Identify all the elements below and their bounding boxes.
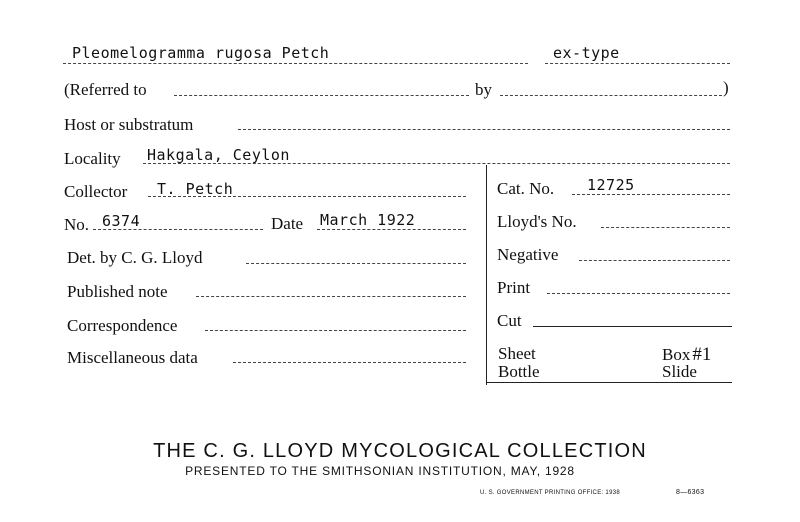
box-bottom-border (486, 382, 732, 383)
species-line (63, 63, 528, 64)
sheet-label: Sheet (498, 344, 536, 363)
collector-value: T. Petch (157, 180, 234, 198)
print-line (547, 293, 730, 294)
miscellaneous-label: Miscellaneous data (67, 348, 198, 367)
miscellaneous-line (233, 362, 466, 363)
negative-label: Negative (497, 245, 559, 264)
collector-label: Collector (64, 182, 128, 201)
host-label: Host or substratum (64, 115, 194, 134)
lloyds-no-label: Lloyd's No. (497, 212, 577, 231)
by-line (500, 95, 722, 96)
close-paren: ) (723, 78, 729, 97)
host-line (238, 129, 730, 130)
cut-line (533, 326, 732, 327)
cut-label: Cut (497, 311, 522, 330)
species-name: Pleomelogramma rugosa Petch (72, 44, 330, 62)
status-line (545, 63, 730, 64)
det-by-line (246, 263, 466, 264)
locality-label: Locality (64, 149, 121, 168)
lloyds-no-line (601, 227, 730, 228)
box-left-border (486, 165, 487, 385)
printer-imprint: U. S. GOVERNMENT PRINTING OFFICE: 1938 (480, 490, 620, 496)
cat-no-value: 12725 (587, 176, 635, 194)
cat-no-line (572, 194, 730, 195)
published-note-line (196, 296, 466, 297)
published-note-label: Published note (67, 282, 168, 301)
referred-to-label: (Referred to (64, 80, 147, 99)
date-line (317, 229, 466, 230)
date-value: March 1922 (320, 211, 416, 229)
no-label: No. (64, 215, 90, 234)
print-label: Print (497, 278, 531, 297)
collection-title: THE C. G. LLOYD MYCOLOGICAL COLLECTION (153, 440, 647, 462)
locality-value: Hakgala, Ceylon (147, 146, 290, 164)
referred-to-line (174, 95, 469, 96)
date-label: Date (271, 214, 304, 233)
correspondence-label: Correspondence (67, 316, 178, 335)
form-number: 8—6363 (676, 489, 705, 496)
det-by-label: Det. by C. G. Lloyd (67, 248, 203, 267)
type-status: ex-type (553, 44, 620, 62)
no-value: 6374 (102, 212, 141, 230)
negative-line (579, 260, 730, 261)
correspondence-line (205, 330, 466, 331)
by-label: by (475, 80, 492, 99)
slide-label: Slide (662, 362, 697, 381)
bottle-label: Bottle (498, 362, 540, 381)
cat-no-label: Cat. No. (497, 179, 555, 198)
box-number: #1 (692, 344, 712, 365)
box-label: Box #1 (662, 344, 712, 365)
collection-subtitle: PRESENTED TO THE SMITHSONIAN INSTITUTION, MAY, 1928 (185, 464, 575, 478)
